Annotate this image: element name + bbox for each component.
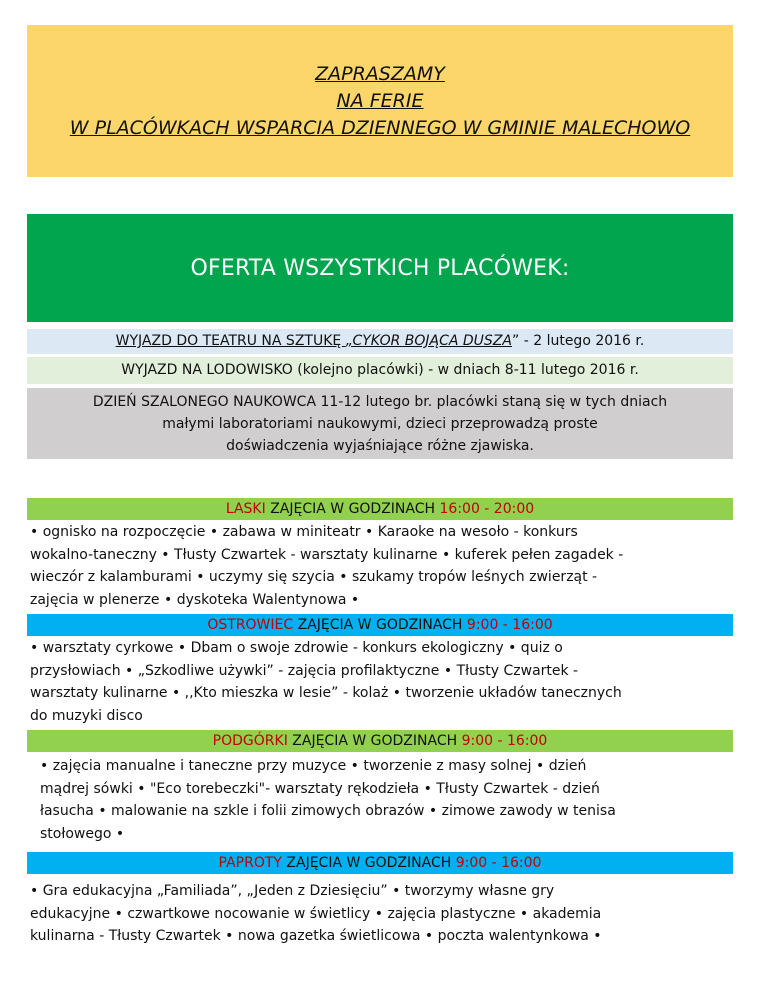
activity-line: do muzyki disco: [30, 707, 143, 724]
invitation-line-3: W PLACÓWKACH WSPARCIA DZIENNEGO W GMINIE MALECHOWO: [69, 116, 691, 139]
section-body-ostrowiec: [30, 637, 736, 727]
section-header-podgorki: [27, 730, 733, 752]
section-body-podgorki: [40, 755, 746, 845]
science-line-1: DZIEŃ SZALONEGO NAUKOWCA 11-12 lutego br. placówki staną się w tych dniach: [92, 393, 668, 410]
activity-line: łasucha • malowanie na szkle i folii zimowych obrazów • zimowe zawody w tenisa: [40, 803, 616, 819]
activity-line: przysłowiach • „Szkodliwe używki” - zajęcia profilaktyczne • Tłusty Czwartek -: [30, 662, 579, 679]
offer-title-banner: [27, 214, 733, 322]
science-line-2: małymi laboratoriami naukowymi, dzieci przeprowadzą proste: [162, 415, 598, 432]
section-label: ZAJĘCIA W GODZINACH: [287, 733, 462, 749]
section-hours: 16:00 - 20:00: [439, 501, 535, 517]
section-label: ZAJĘCIA W GODZINACH: [293, 617, 467, 633]
section-hours: 9:00 - 16:00: [461, 733, 548, 749]
section-place: OSTROWIEC: [207, 617, 294, 633]
offer-title: OFERTA WSZYSTKICH PLACÓWEK:: [190, 255, 570, 281]
ice-rink-row: [27, 357, 733, 384]
science-line-3: doświadczenia wyjaśniające różne zjawiska.: [226, 437, 534, 454]
theatre-prefix: WYJAZD DO TEATRU NA SZTUKĘ: [115, 333, 346, 349]
activity-line: • zajęcia manualne i taneczne przy muzyce • tworzenie z masy solnej • dzień: [40, 758, 587, 774]
theatre-title: „CYKOR BOJĄCA DUSZA: [345, 333, 512, 349]
section-place: PAPROTY: [218, 855, 282, 871]
science-day-row: [27, 388, 733, 459]
ice-rink-text: WYJAZD NA LODOWISKO (kolejno placówki) - w dniach 8-11 lutego 2016 r.: [121, 362, 639, 378]
activity-line: mądrej sówki • "Eco torebeczki"- warsztaty rękodzieła • Tłusty Czwartek - dzień: [40, 780, 600, 797]
activity-line: • ognisko na rozpoczęcie • zabawa w miniteatr • Karaoke na wesoło - konkurs: [30, 524, 578, 540]
activity-line: wieczór z kalamburami • uczymy się szycia • szukamy tropów leśnych zwierząt -: [30, 569, 598, 585]
activity-line: zajęcia w plenerze • dyskoteka Walentynowa •: [30, 591, 360, 608]
section-hours: 9:00 - 16:00: [455, 855, 542, 871]
section-place: PODGÓRKI: [212, 733, 288, 749]
activity-line: wokalno-taneczny • Tłusty Czwartek - warsztaty kulinarne • kuferek pełen zagadek -: [30, 546, 624, 563]
invitation-line-1: ZAPRASZAMY: [315, 62, 445, 85]
section-header-laski: [27, 498, 733, 520]
theatre-suffix: ” - 2 lutego 2016 r.: [512, 333, 645, 349]
invitation-line-2: NA FERIE: [336, 89, 424, 112]
activity-line: stołowego •: [40, 825, 125, 842]
section-body-laski: [30, 521, 736, 611]
activity-line: edukacyjne • czwartkowe nocowanie w świetlicy • zajęcia plastyczne • akademia: [30, 905, 602, 922]
section-hours: 9:00 - 16:00: [466, 617, 553, 633]
activity-line: • Gra edukacyjna „Familiada”, „Jeden z Dziesięciu” • tworzymy własne gry: [30, 883, 555, 899]
invitation-banner: [27, 25, 733, 177]
theatre-trip-row: [27, 329, 733, 354]
section-header-paproty: [27, 852, 733, 874]
activity-line: • warsztaty cyrkowe • Dbam o swoje zdrowie - konkurs ekologiczny • quiz o: [30, 640, 563, 656]
section-body-paproty: [30, 880, 736, 948]
section-label: ZAJĘCIA W GODZINACH: [265, 501, 440, 517]
section-place: LASKI: [225, 501, 266, 517]
activity-line: warsztaty kulinarne • ,,Kto mieszka w lesie” - kolaż • tworzenie układów tanecznych: [30, 685, 622, 701]
section-label: ZAJĘCIA W GODZINACH: [281, 855, 456, 871]
section-header-ostrowiec: [27, 614, 733, 636]
activity-line: kulinarna - Tłusty Czwartek • nowa gazetka świetlicowa • poczta walentynkowa •: [30, 928, 602, 944]
